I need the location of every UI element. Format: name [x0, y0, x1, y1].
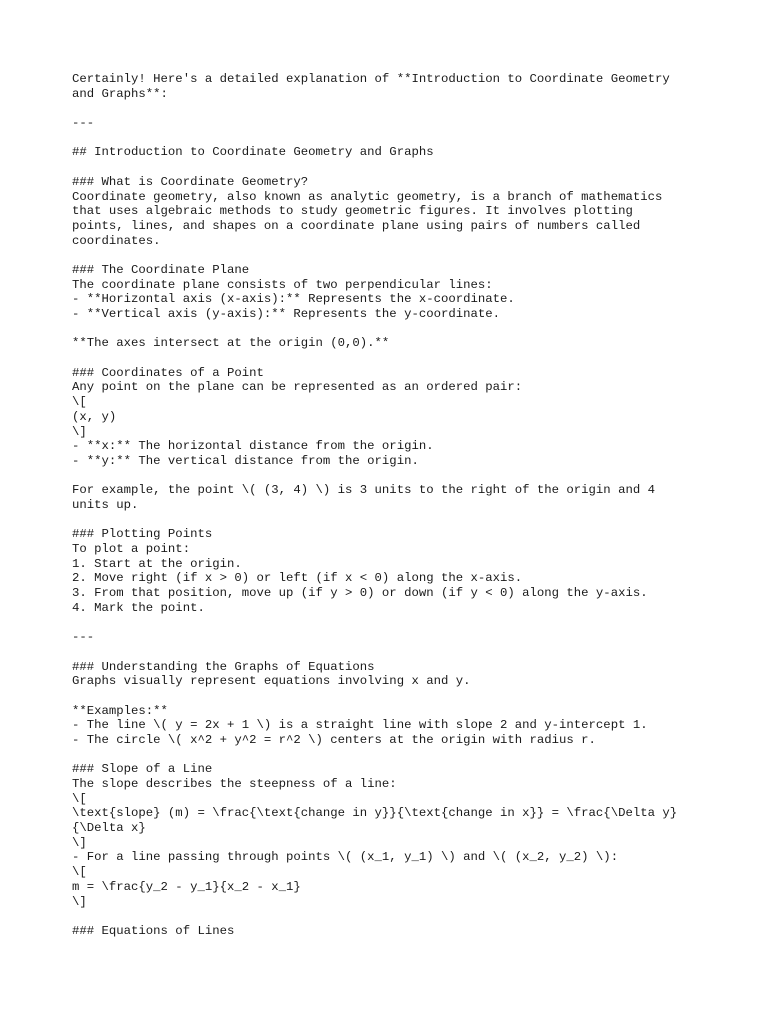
text-line: Any point on the plane can be represented as an ordered pair:: [72, 380, 523, 395]
list-item: 1. Start at the origin.: [72, 556, 242, 571]
text-line: Graphs visually represent equations involving x and y.: [72, 674, 471, 689]
blank-line: [72, 160, 712, 175]
text-line: Coordinate geometry, also known as analytic geometry, is a branch of mathematics: [72, 189, 663, 204]
list-item: 2. Move right (if x > 0) or left (if x < 0) along the x-axis.: [72, 571, 523, 586]
text-line: \text{slope} (m) = \frac{\text{change in y}}{\text{change in x}} = \frac{\Delta y}: [72, 806, 678, 821]
section-heading: ### What is Coordinate Geometry?: [72, 174, 309, 189]
section-heading: ### The Coordinate Plane: [72, 262, 250, 277]
text-line: \[: [72, 791, 87, 806]
section-heading: ### Equations of Lines: [72, 923, 235, 938]
text-line: \[: [72, 865, 87, 880]
list-item: 4. Mark the point.: [72, 600, 205, 615]
blank-line: [72, 248, 712, 263]
text-line: and Graphs**:: [72, 86, 168, 101]
blank-line: [72, 469, 712, 484]
horizontal-rule: ---: [72, 116, 95, 131]
horizontal-rule: ---: [72, 630, 95, 645]
section-heading: ### Coordinates of a Point: [72, 365, 264, 380]
text-line: points, lines, and shapes on a coordinate plane using pairs of numbers called: [72, 218, 641, 233]
document-body: [72, 72, 712, 939]
blank-line: [72, 131, 712, 146]
blank-line: [72, 615, 712, 630]
text-line: \]: [72, 424, 87, 439]
text-line: \[: [72, 395, 87, 410]
text-line: {\Delta x}: [72, 821, 146, 836]
list-item: - The line \( y = 2x + 1 \) is a straight line with slope 2 and y-intercept 1.: [72, 718, 648, 733]
text-line: The slope describes the steepness of a line:: [72, 777, 397, 791]
blank-line: [72, 689, 712, 704]
text-line: **The axes intersect at the origin (0,0).**: [72, 336, 390, 351]
text-line: To plot a point:: [72, 542, 191, 556]
text-line: that uses algebraic methods to study geometric figures. It involves plotting: [72, 204, 633, 219]
blank-line: [72, 645, 712, 660]
blank-line: [72, 748, 712, 763]
text-line: Certainly! Here's a detailed explanation of **Introduction to Coordinate Geometry: [72, 72, 670, 86]
text-line: \]: [72, 835, 87, 850]
blank-line: [72, 351, 712, 366]
list-item: - **Horizontal axis (x-axis):** Represents the x-coordinate.: [72, 292, 515, 307]
text-line: units up.: [72, 497, 139, 512]
text-line: coordinates.: [72, 233, 161, 248]
section-heading: ### Understanding the Graphs of Equations: [72, 659, 375, 674]
text-line: For example, the point \( (3, 4) \) is 3 units to the right of the origin and 4: [72, 483, 655, 498]
text-line: The coordinate plane consists of two perpendicular lines:: [72, 277, 493, 292]
section-heading: ### Slope of a Line: [72, 762, 213, 777]
list-item: - **Vertical axis (y-axis):** Represents the y-coordinate.: [72, 307, 501, 321]
page-heading: ## Introduction to Coordinate Geometry and Graphs: [72, 145, 434, 160]
blank-line: [72, 101, 712, 116]
list-item: - The circle \( x^2 + y^2 = r^2 \) centers at the origin with radius r.: [72, 732, 596, 747]
text-line: (x, y): [72, 409, 117, 424]
list-item: - For a line passing through points \( (x_1, y_1) \) and \( (x_2, y_2) \):: [72, 850, 619, 865]
list-item: - **y:** The vertical distance from the origin.: [72, 453, 419, 468]
text-line: m = \frac{y_2 - y_1}{x_2 - x_1}: [72, 879, 301, 894]
list-item: - **x:** The horizontal distance from the origin.: [72, 439, 434, 454]
text-line: **Examples:**: [72, 703, 168, 718]
blank-line: [72, 513, 712, 528]
section-heading: ### Plotting Points: [72, 527, 213, 542]
text-line: \]: [72, 894, 87, 909]
list-item: 3. From that position, move up (if y > 0) or down (if y < 0) along the y-axis.: [72, 586, 648, 601]
blank-line: [72, 909, 712, 924]
blank-line: [72, 322, 712, 337]
